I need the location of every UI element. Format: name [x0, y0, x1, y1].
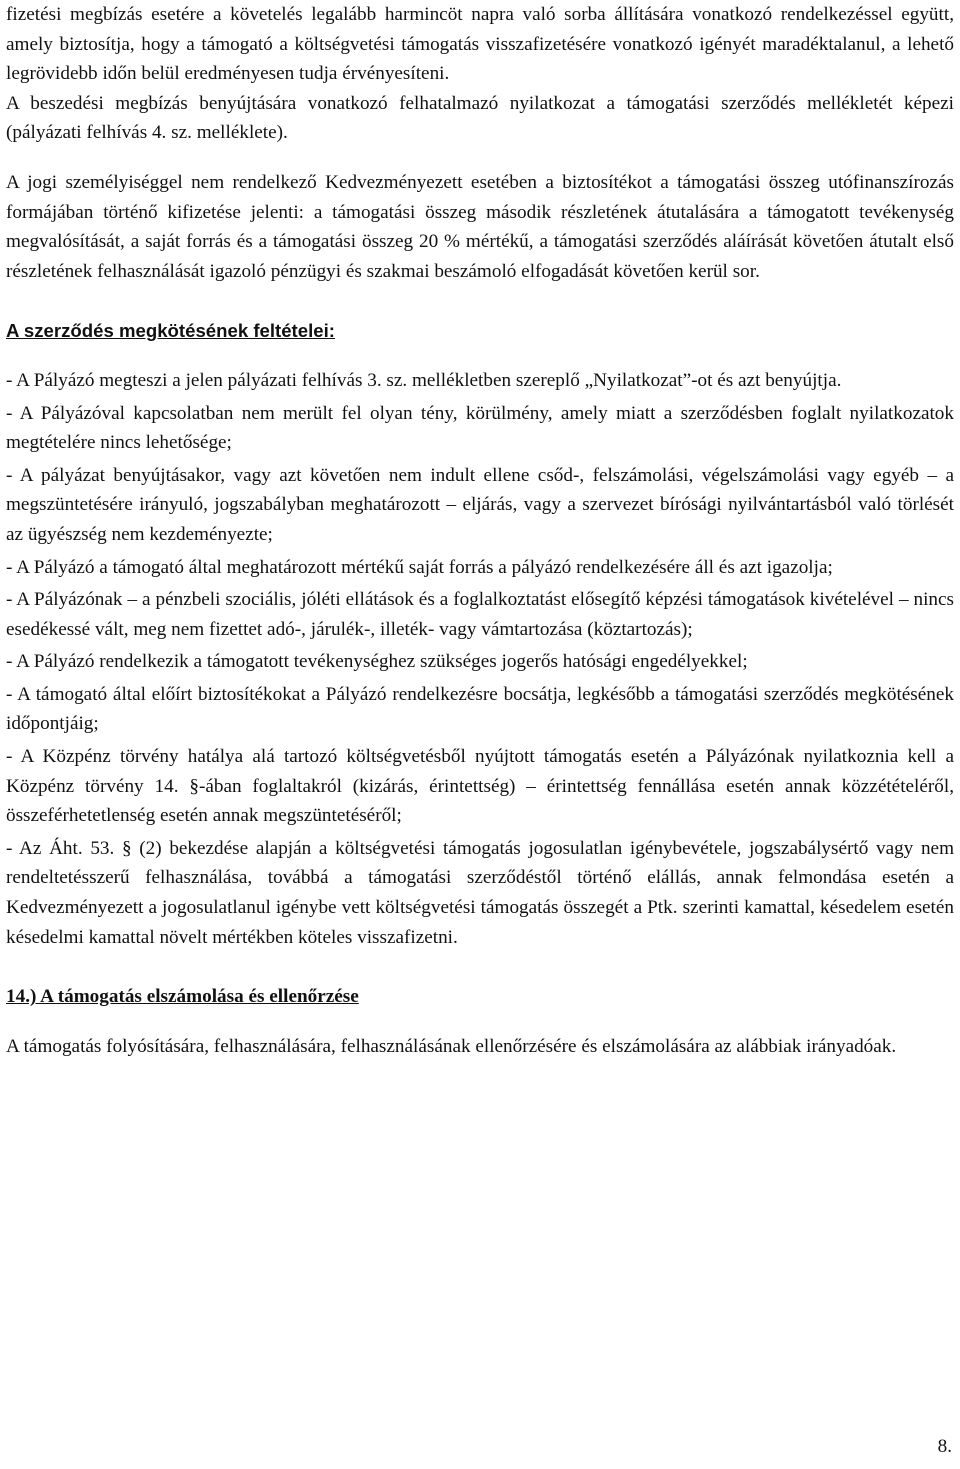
conditions-heading: A szerződés megkötésének feltételei: [6, 320, 335, 342]
condition-text: - A Pályázó megteszi a jelen pályázati felhívás 3. sz. mellékletben szereplő „Nyilatkozat”-ot és azt benyújtja. [6, 369, 842, 391]
document-page [6, 0, 954, 1061]
list-item [6, 461, 954, 550]
list-item [6, 834, 954, 952]
condition-text: - A Pályázónak – a pénzbeli szociális, jóléti ellátások és a foglalkoztatást elősegítő képzési támogatások kivételével – nincs esedékessé vált, meg nem fizettet adó-, járulék-, illeték- vagy vámtartozása (köztartozás); [6, 589, 954, 640]
list-item [6, 680, 954, 739]
intro-paragraph-1: fizetési megbízás esetére a követelés legalább harmincöt napra való sorba állítására vonatkozó rendelkezéssel együtt, amely biztosítja, hogy a támogató a költségvetési támogatás visszafizetésére vonatkozó igényét maradéktalanul, a lehető legrövidebb időn belül eredményesen tudja érvényesíteni. [6, 4, 954, 85]
legal-person-paragraph: A jogi személyiséggel nem rendelkező Kedvezményezett esetében a biztosítékot a támogatási összeg utófinanszírozás formájában történő kifizetése jelenti: a támogatási összeg második részletének átutalására a támogatott tevékenység megvalósítását, a saját forrás és a támogatási összeg 20 % mértékű, a támogatási szerződés aláírását követően átutalt első részletének felhasználását igazoló pénzügyi és szakmai beszámoló elfogadását követően kerül sor. [6, 171, 954, 282]
condition-text: - A támogató által előírt biztosítékokat a Pályázó rendelkezésre bocsátja, legkésőbb a támogatási szerződés megkötésének időpontjáig; [6, 683, 954, 735]
list-item [6, 399, 954, 458]
list-item [6, 585, 954, 644]
list-item [6, 742, 954, 831]
list-item [6, 366, 954, 396]
condition-text: - A Pályázóval kapcsolatban nem merült fel olyan tény, körülmény, amely miatt a szerződésben foglalt nyilatkozatok megtételére nincs lehetősége; [6, 402, 954, 454]
intro-paragraph-2: A beszedési megbízás benyújtására vonatkozó felhatalmazó nyilatkozat a támogatási szerződés mellékletét képezi (pályázati felhívás 4. sz. melléklete). [6, 92, 954, 144]
condition-text: - Az Áht. 53. § (2) bekezdése alapján a költségvetési támogatás jogosulatlan igénybevétele, jogszabálysértő vagy nem rendeltetésszerű felhasználása, továbbá a támogatási szerződéstől történő elállás, annak felmondása esetén a Kedvezményezett a jogosulatlanul igénybe vett költségvetési támogatás összegét a Ptk. szerinti kamattal, késedelem esetén késedelmi kamattal növelt mértékben köteles visszafizetni. [6, 837, 954, 948]
section-14-paragraph: A támogatás folyósítására, felhasználására, felhasználásának ellenőrzésére és elszámolására az alábbiak irányadóak. [6, 1035, 897, 1057]
conditions-list [6, 366, 954, 952]
section-14-title: 14.) A támogatás elszámolása és ellenőrzése [6, 986, 359, 1008]
condition-text: - A Pályázó rendelkezik a támogatott tevékenységhez szükséges jogerős hatósági engedélyekkel; [6, 651, 748, 673]
condition-text: - A Közpénz törvény hatálya alá tartozó költségvetésből nyújtott támogatás esetén a Pályázónak nyilatkoznia kell a Közpénz törvény 14. §-ában foglaltakról (kizárás, érintettség) – érintettség fennállása esetén annak közzétételéről, összeférhetetlenség esetén annak megszüntetéséről; [6, 746, 954, 827]
condition-text: - A Pályázó a támogató által meghatározott mértékű saját forrás a pályázó rendelkezésére áll és azt igazolja; [6, 556, 833, 578]
condition-text: - A pályázat benyújtásakor, vagy azt követően nem indult ellene csőd-, felszámolási, végelszámolási vagy egyéb – a megszüntetésére irányuló, jogszabályban meghatározott – eljárás, vagy a szervezet bírósági nyilvántartásból való törlését az ügyészség nem kezdeményezte; [6, 464, 954, 545]
page-number: 8. [937, 1436, 952, 1457]
list-item [6, 553, 954, 583]
list-item [6, 647, 954, 677]
